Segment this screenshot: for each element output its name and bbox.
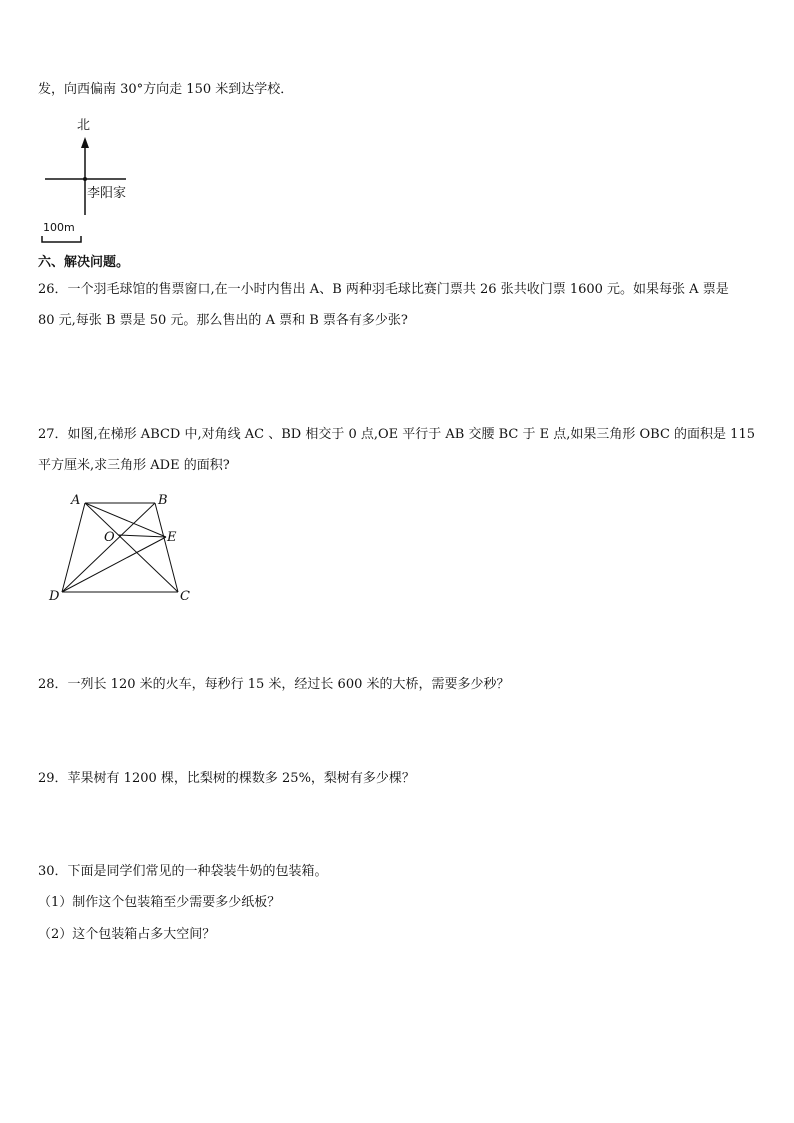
north-label: 北 xyxy=(77,118,91,133)
vertex-e-label: E xyxy=(167,530,177,545)
vertex-c-label: C xyxy=(180,589,190,604)
north-arrow-icon xyxy=(81,137,89,148)
q27-line1: 27．如图,在梯形 ABCD 中,对角线 AC 、BD 相交于 0 点,OE 平行于 AB 交腰 BC 于 E 点,如果三角形 OBC 的面积是 115 xyxy=(38,427,755,442)
intro-line: 发，向西偏南 30°方向走 150 米到达学校． xyxy=(38,82,294,97)
vertex-a-label: A xyxy=(71,493,81,508)
trapezoid-diagram xyxy=(40,488,210,608)
section-title: 六、解决问题。 xyxy=(38,255,130,270)
vertex-o-label: O xyxy=(104,530,115,545)
edge-da xyxy=(62,503,85,592)
segment-oe xyxy=(118,535,166,537)
vertex-b-label: B xyxy=(158,493,168,508)
origin-point xyxy=(83,177,87,181)
q29-line: 29．苹果树有 1200 棵，比梨树的棵数多 25%，梨树有多少棵？ xyxy=(38,771,415,786)
q26-line1: 26．一个羽毛球馆的售票窗口,在一小时内售出 A、B 两种羽毛球比赛门票共 26 张共收门票 1600 元。如果每张 A 票是 xyxy=(38,282,729,297)
edge-bc xyxy=(155,503,178,592)
q27-line2: 平方厘米,求三角形 ADE 的面积? xyxy=(38,458,230,473)
diagonal-ac xyxy=(85,503,178,592)
diagonal-bd xyxy=(62,503,155,592)
q26-line2: 80 元,每张 B 票是 50 元。那么售出的 A 票和 B 票各有多少张? xyxy=(38,313,408,328)
home-label: 李阳家 xyxy=(87,186,127,201)
segment-de xyxy=(62,537,166,592)
scale-bar xyxy=(42,236,81,242)
q30-sub2: （2）这个包装箱占多大空间？ xyxy=(38,927,216,942)
scale-label: 100m xyxy=(43,221,75,234)
q28-line: 28．一列长 120 米的火车，每秒行 15 米，经过长 600 米的大桥，需要多少秒？ xyxy=(38,677,510,692)
q30-sub1: （1）制作这个包装箱至少需要多少纸板？ xyxy=(38,895,281,910)
direction-diagram xyxy=(36,110,146,250)
q30-line1: 30．下面是同学们常见的一种袋装牛奶的包装箱。 xyxy=(38,864,328,879)
vertex-d-label: D xyxy=(49,589,60,604)
